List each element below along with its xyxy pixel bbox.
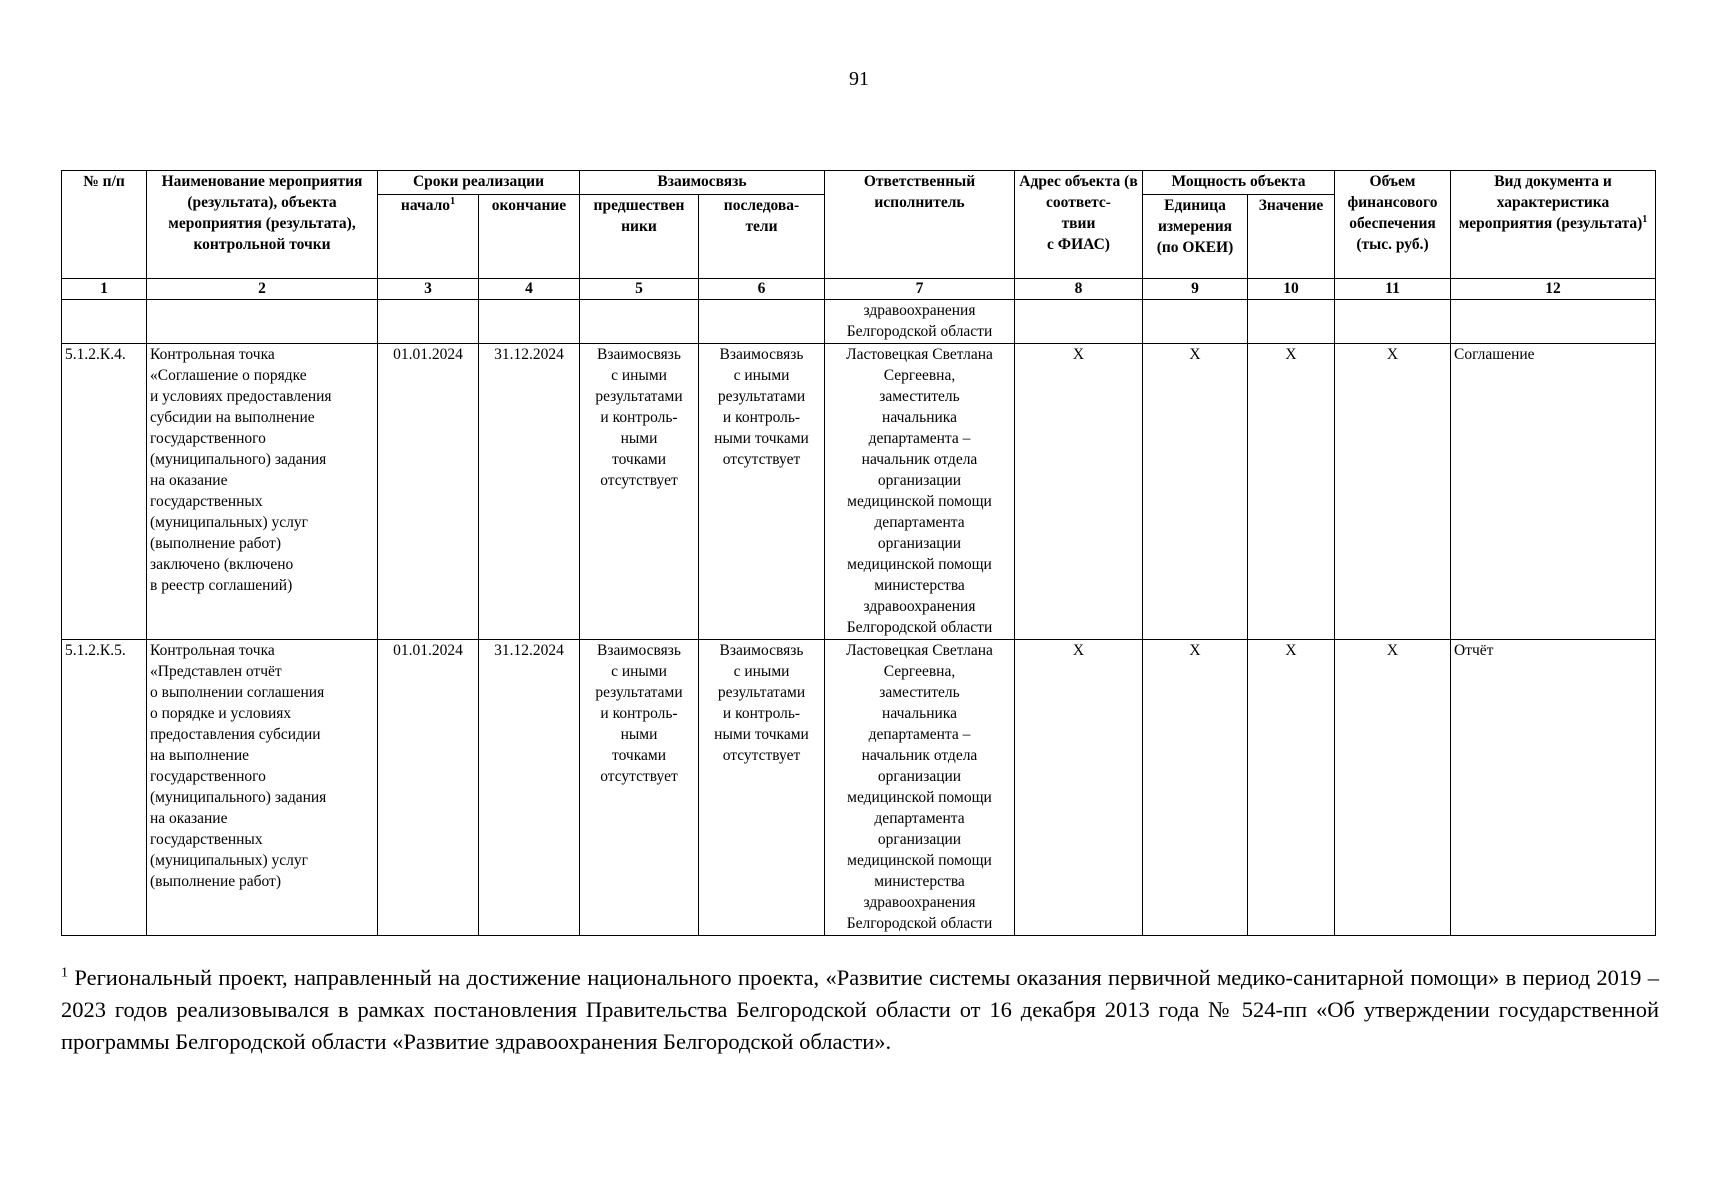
row-name: Контрольная точка «Соглашение о порядке и условиях предоставления субсидии на выполнение государственного (муниципального) задания на оказание государственных (муниципальных) услуг (выполнение работ) заключено (включено в реестр соглашений) [147, 344, 378, 640]
row-doc: Соглашение [1451, 344, 1656, 640]
footnote-mark: 1 [61, 965, 68, 981]
row-name: Контрольная точка «Представлен отчёт о выполнении соглашения о порядке и условиях предоставления субсидии на выполнение государственного (муниципального) задания на оказание государственных (муниципальных) услуг (выполнение работ) [147, 640, 378, 936]
row-predecessors: Взаимосвязь с иными результатами и контроль- ными точками отсутствует [580, 344, 699, 640]
row-successors: Взаимосвязь с иными результатами и контроль- ными точками отсутствует [699, 640, 825, 936]
column-number: 3 [378, 279, 479, 300]
row-finance: X [1335, 640, 1451, 936]
footnote [61, 962, 1659, 1058]
header-doc-footnote-mark: 1 [1642, 213, 1648, 225]
activities-table [61, 170, 1656, 936]
header-start-text: начало [400, 197, 451, 214]
row-end: 31.12.2024 [479, 344, 580, 640]
row-number: 5.1.2.К.5. [62, 640, 147, 936]
header-start [378, 195, 479, 279]
header-unit: Единица измерения (по ОКЕИ) [1143, 195, 1248, 279]
header-start-footnote-mark: 1 [450, 195, 456, 207]
header-responsible: Ответственный исполнитель [825, 171, 1015, 279]
column-number: 7 [825, 279, 1015, 300]
column-number: 8 [1015, 279, 1143, 300]
header-predecessors: предшествен ники [580, 195, 699, 279]
row-value: X [1248, 344, 1335, 640]
header-capacity: Мощность объекта [1143, 171, 1335, 195]
column-number: 12 [1451, 279, 1656, 300]
page-number: 91 [849, 68, 869, 90]
column-number: 1 [62, 279, 147, 300]
row-number: 5.1.2.К.4. [62, 344, 147, 640]
column-number: 2 [147, 279, 378, 300]
header-doc-text: Вид документа и характеристика мероприятия (результата) [1458, 173, 1643, 232]
table-row [62, 344, 1656, 640]
header-end: окончание [479, 195, 580, 279]
column-number-row [62, 279, 1656, 300]
header-address: Адрес объекта (в соответс- твии с ФИАС) [1015, 171, 1143, 279]
row-responsible: Ластовецкая Светлана Сергеевна, заместитель начальника департамента – начальник отдела организации медицинской помощи департамента организации медицинской помощи министерства здравоохранения Белгородской области [825, 344, 1015, 640]
row-address: X [1015, 344, 1143, 640]
header-name: Наименование мероприятия (результата), объекта мероприятия (результата), контрольной точки [147, 171, 378, 279]
row-responsible: Ластовецкая Светлана Сергеевна, заместитель начальника департамента – начальник отдела организации медицинской помощи департамента организации медицинской помощи министерства здравоохранения Белгородской области [825, 640, 1015, 936]
row-address: X [1015, 640, 1143, 936]
row-unit: X [1143, 344, 1248, 640]
header-finance: Объем финансового обеспечения (тыс. руб.) [1335, 171, 1451, 279]
row-successors: Взаимосвязь с иными результатами и контроль- ными точками отсутствует [699, 344, 825, 640]
row-predecessors: Взаимосвязь с иными результатами и контроль- ными точками отсутствует [580, 640, 699, 936]
row-start: 01.01.2024 [378, 640, 479, 936]
header-successors: последова- тели [699, 195, 825, 279]
continuation-responsible: здравоохранения Белгородской области [825, 300, 1015, 344]
header-doc [1451, 171, 1656, 279]
header-timing: Сроки реализации [378, 171, 580, 195]
row-finance: X [1335, 344, 1451, 640]
footnote-text: Региональный проект, направленный на достижение национального проекта, «Развитие системы оказания первичной медико-санитарной помощи» в период 2019 – 2023 годов реализовывался в рамках постановления Правительства Белгородской области от 16 декабря 2013 года № 524-пп «Об утверждении государственной программы Белгородской области «Развитие здравоохранения Белгородской области». [61, 965, 1660, 1054]
column-number: 11 [1335, 279, 1451, 300]
row-doc: Отчёт [1451, 640, 1656, 936]
row-value: X [1248, 640, 1335, 936]
header-value: Значение [1248, 195, 1335, 279]
row-unit: X [1143, 640, 1248, 936]
column-number: 4 [479, 279, 580, 300]
table-row [62, 640, 1656, 936]
column-number: 5 [580, 279, 699, 300]
header-num: № п/п [62, 171, 147, 279]
continuation-row [62, 300, 1656, 344]
column-number: 6 [699, 279, 825, 300]
column-number: 9 [1143, 279, 1248, 300]
column-number: 10 [1248, 279, 1335, 300]
row-end: 31.12.2024 [479, 640, 580, 936]
row-start: 01.01.2024 [378, 344, 479, 640]
header-relation: Взаимосвязь [580, 171, 825, 195]
